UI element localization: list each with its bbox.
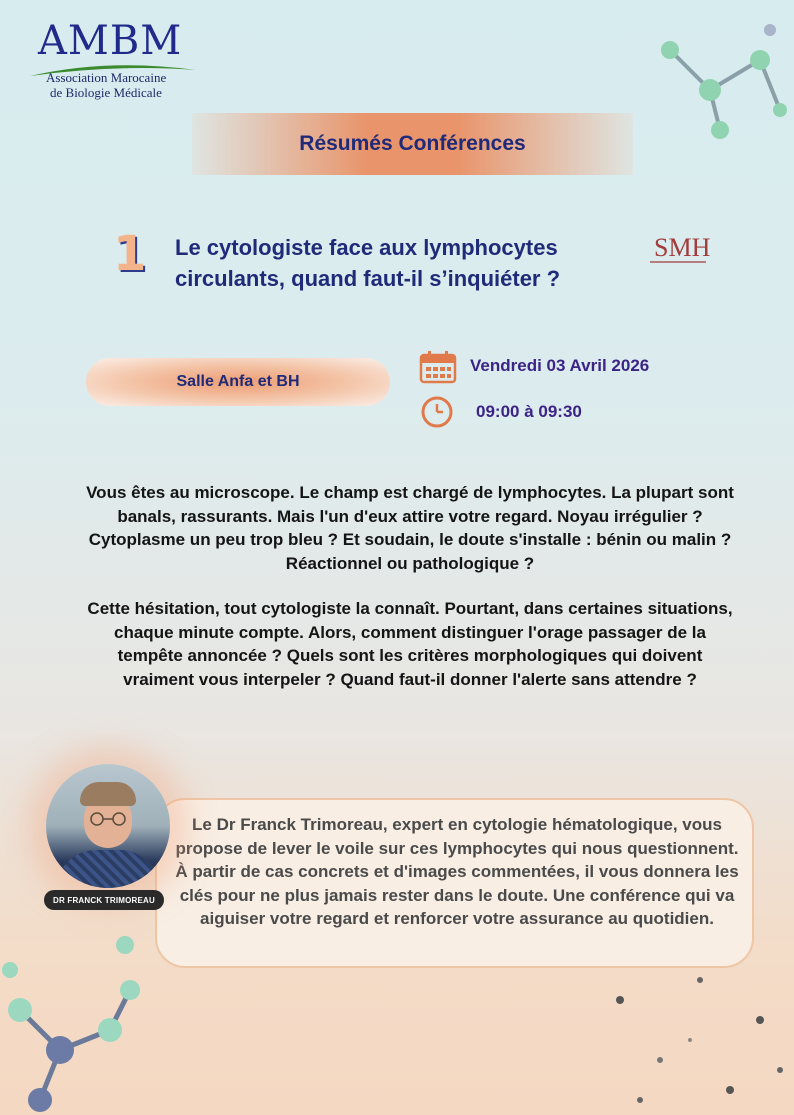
speaker-name: DR FRANCK TRIMOREAU [52,895,155,905]
room-label: Salle Anfa et BH [176,373,300,390]
photo-hair [80,782,136,806]
abstract-paragraph-2: Cette hésitation, tout cytologiste la connaît. Pourtant, dans certaines situations, chaque minute compte. Alors, comment distinguer l'orage passager de la tempête annoncée ? Quels sont les critères morphologiques qui doivent vraiment vous interpeler ? Quand faut-il donner l'alerte sans attendre ? [87,599,733,689]
clock-icon [420,395,454,429]
session-date: Vendredi 03 Avril 2026 [470,356,650,375]
section-banner [192,113,633,175]
speaker-bio: Le Dr Franck Trimoreau, expert en cytologie hématologique, vous propose de lever le voile sur ces lymphocytes qui nous questionnent. À partir de cas concrets et d'images commentées, il vous donnera les clés pour ne plus jamais rester dans le doute. Une conférence qui va aiguiser votre regard et renforcer votre assurance au quotidien. [175,815,739,928]
speaker-photo [46,764,170,888]
talk-title: Le cytologiste face aux lymphocytes circulants, quand faut-il s’inquiéter ? [175,235,561,291]
smh-partner-logo [636,232,716,282]
speaker-name-tag [44,890,164,910]
room-pill [86,358,390,406]
smh-logo-text: SMH [654,233,711,262]
dots-decoration-bottom-right [600,960,794,1115]
photo-shirt [56,850,160,888]
talk-number: 1 [113,226,147,282]
logo-subtitle-line2: de Biologie Médicale [50,85,162,100]
molecule-decoration-bottom-left [0,930,160,1115]
molecule-decoration-top-right [640,20,794,160]
calendar-icon [419,350,457,384]
glasses-icon [86,812,130,826]
logo-name: AMBM [38,18,183,64]
logo-subtitle-line1: Association Marocaine [46,70,167,85]
session-time: 09:00 à 09:30 [476,402,582,421]
abstract-paragraph-1: Vous êtes au microscope. Le champ est chargé de lymphocytes. La plupart sont banals, rassurants. Mais l'un d'eux attire votre regard. Noyau irrégulier ? Cytoplasme un peu trop bleu ? Et soudain, le doute s'installe : bénin ou malin ? Réactionnel ou pathologique ? [86,483,734,573]
section-title: Résumés Conférences [299,132,526,155]
